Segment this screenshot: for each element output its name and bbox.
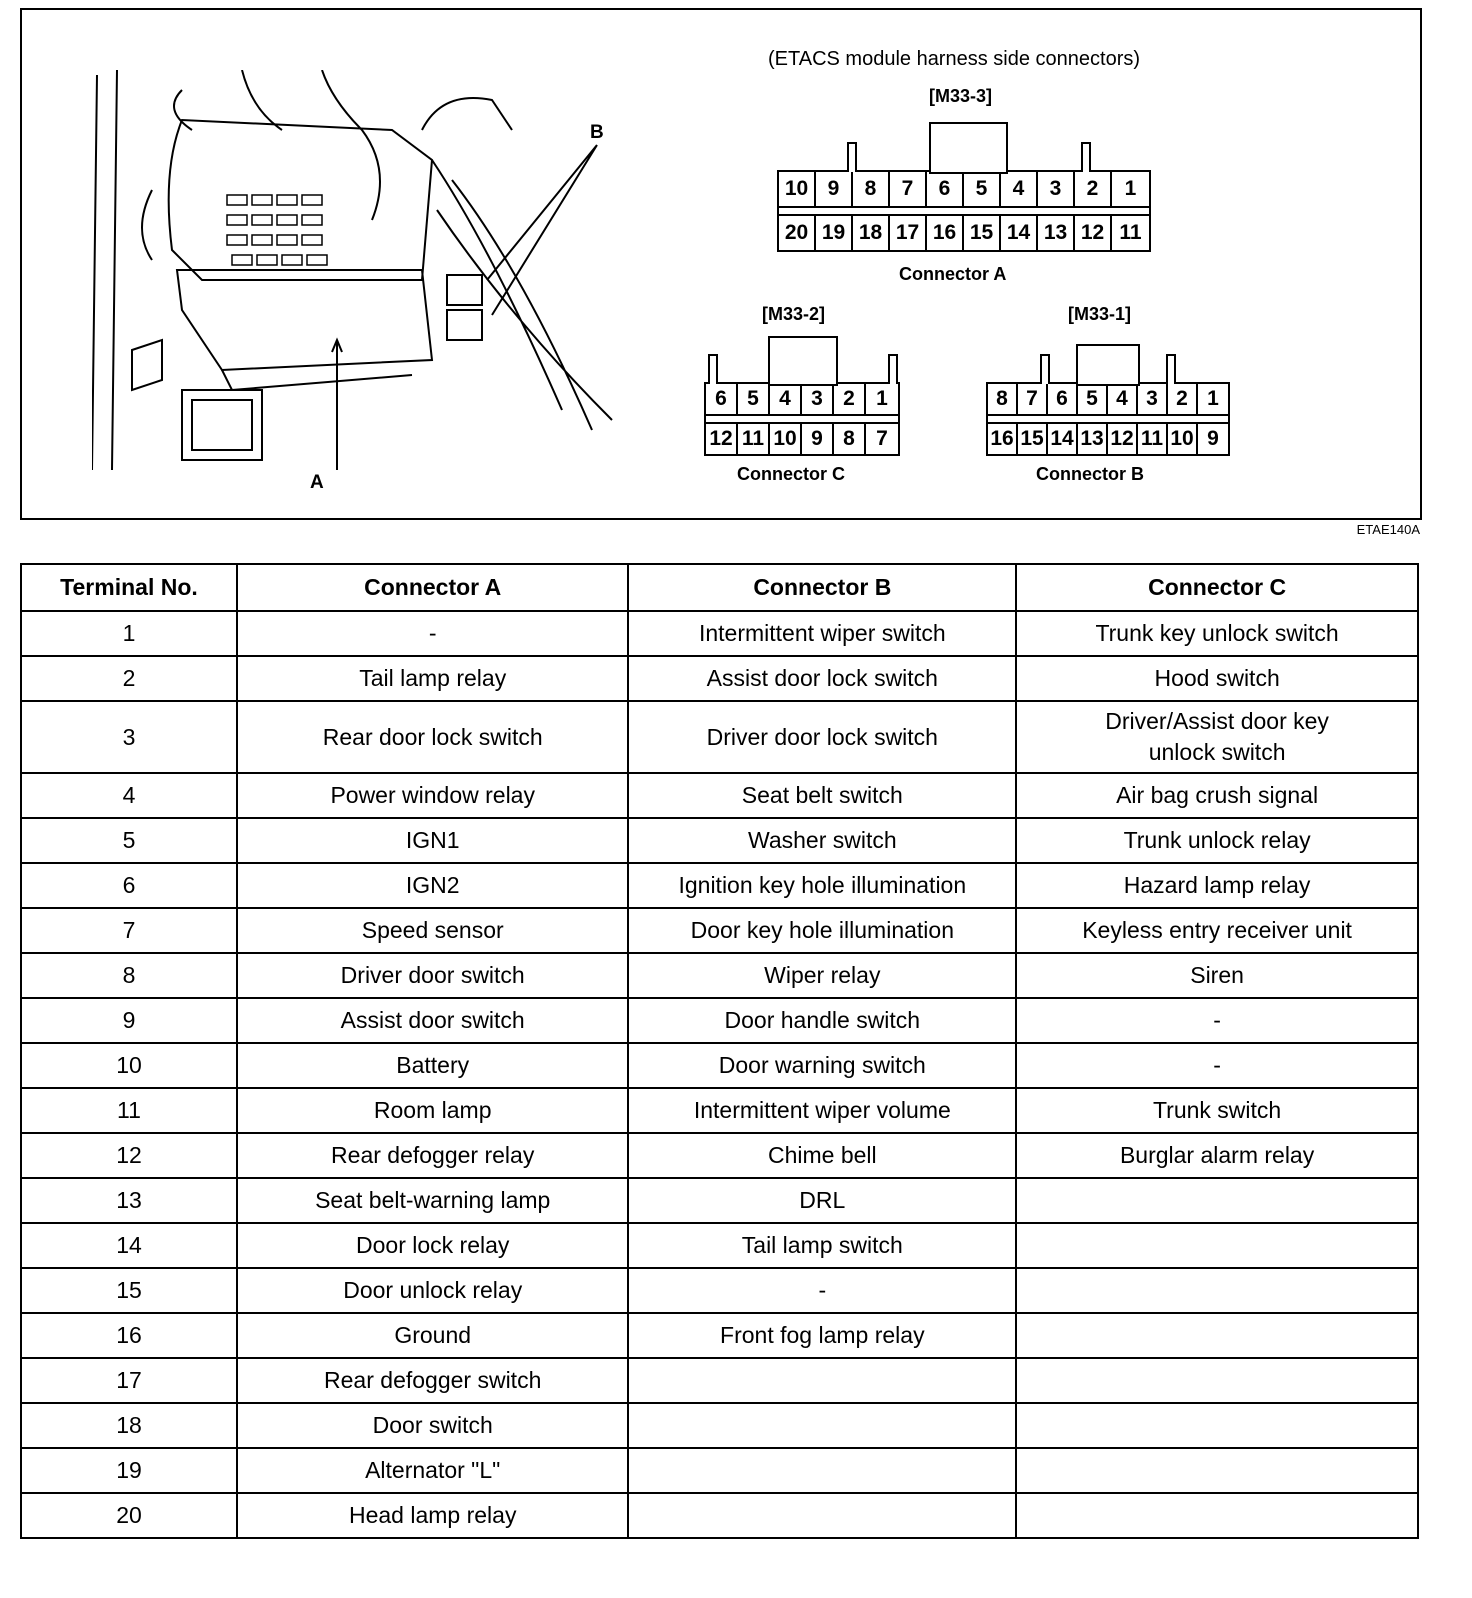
table-cell: Tail lamp switch [628,1223,1016,1268]
table-cell: - [1016,1043,1418,1088]
table-cell: DRL [628,1178,1016,1223]
connector-a-code: [M33-3] [929,86,993,106]
pin-cell: 14 [1001,216,1038,250]
table-row [21,701,1418,773]
table-cell: Intermittent wiper switch [628,611,1016,656]
table-cell: 18 [21,1403,237,1448]
connector-c-name: Connector C [737,464,845,484]
table-row [21,1133,1418,1178]
table-cell: 3 [21,701,237,773]
table-row [21,1313,1418,1358]
pin-cell: 20 [779,216,816,250]
table-cell [1016,1223,1418,1268]
pin-cell: 5 [738,384,770,414]
table-cell: 17 [21,1358,237,1403]
pin-cell: 8 [834,424,866,454]
table-row [21,1358,1418,1403]
connector-b-code: [M33-1] [1068,304,1132,324]
pin-cell: 3 [1138,384,1168,414]
table-cell [1016,1358,1418,1403]
table-cell: Room lamp [237,1088,628,1133]
pin-cell: 17 [890,216,927,250]
figure-code: ETAE140A [1356,522,1420,537]
table-cell [1016,1403,1418,1448]
pin-cell: 14 [1048,424,1078,454]
connector-latch [1076,344,1140,386]
table-cell: Door switch [237,1403,628,1448]
table-cell: Battery [237,1043,628,1088]
column-header: Connector A [237,564,628,611]
table-cell [1016,1448,1418,1493]
table-cell [1016,1268,1418,1313]
pin-cell: 1 [1124,177,1137,200]
table-row [21,1178,1418,1223]
table-cell: Siren [1016,953,1418,998]
figure-title: (ETACS module harness side connectors) [768,48,1141,70]
connector-a-body [777,170,1151,252]
pin-cell: 10 [779,172,816,206]
table-cell: Hood switch [1016,656,1418,701]
table-cell: Ground [237,1313,628,1358]
table-cell: Wiper relay [628,953,1016,998]
table-cell: Front fog lamp relay [628,1313,1016,1358]
connector-a-pin-row [779,172,1149,206]
pin-cell: 4 [770,384,802,414]
table-cell [1016,1313,1418,1358]
table-row [21,611,1418,656]
pin-cell: 2 [834,384,866,414]
column-header: Connector B [628,564,1016,611]
table-header-row [21,564,1418,611]
table-row [21,908,1418,953]
table-cell: 20 [21,1493,237,1538]
table-cell: Intermittent wiper volume [628,1088,1016,1133]
locking-post [1040,354,1050,384]
table-row [21,1493,1418,1538]
table-cell: 11 [21,1088,237,1133]
pin-cell: 13 [1038,216,1075,250]
pin-cell: 11 [1138,424,1168,454]
connector-c-pin-row [706,384,898,414]
table-cell: Driver/Assist door key unlock switch [1016,701,1418,773]
locking-post [1166,354,1176,384]
connector-latch [768,336,838,386]
table-cell: Assist door lock switch [628,656,1016,701]
column-header: Terminal No. [21,564,237,611]
locking-post [708,354,718,384]
pin-cell: 11 [1119,221,1142,244]
terminal-table [20,563,1419,1539]
table-cell [628,1358,1016,1403]
pin-cell: 11 [738,424,770,454]
table-cell: - [237,611,628,656]
pin-cell: 12 [706,424,738,454]
row-separator [988,414,1228,424]
table-cell: - [628,1268,1016,1313]
table-row [21,1043,1418,1088]
table-cell: 10 [21,1043,237,1088]
table-row [21,1088,1418,1133]
table-row [21,656,1418,701]
table-cell: Alternator "L" [237,1448,628,1493]
table-cell: Tail lamp relay [237,656,628,701]
table-cell: IGN2 [237,863,628,908]
pin-cell: 4 [1001,172,1038,206]
pin-cell: 13 [1078,424,1108,454]
table-cell: 5 [21,818,237,863]
row-separator [706,414,898,424]
pin-cell: 19 [816,216,853,250]
table-cell: 15 [21,1268,237,1313]
pin-cell: 6 [1048,384,1078,414]
table-cell: Driver door switch [237,953,628,998]
pin-cell: 7 [890,172,927,206]
pin-cell: 6 [706,384,738,414]
table-cell: Head lamp relay [237,1493,628,1538]
table-cell: 13 [21,1178,237,1223]
table-cell: Rear door lock switch [237,701,628,773]
pin-cell: 8 [988,384,1018,414]
table-row [21,1223,1418,1268]
table-cell [628,1403,1016,1448]
connector-c-body [704,382,900,456]
table-cell: - [1016,998,1418,1043]
pin-cell: 16 [927,216,964,250]
pin-cell: 8 [853,172,890,206]
table-cell: 8 [21,953,237,998]
table-cell: Assist door switch [237,998,628,1043]
table-cell: Driver door lock switch [628,701,1016,773]
table-cell [628,1448,1016,1493]
connector-c-pin-row [706,424,898,454]
table-cell: Door handle switch [628,998,1016,1043]
connector-b-pin-row [988,424,1228,454]
table-cell: 4 [21,773,237,818]
locking-post [888,354,898,384]
table-cell: Trunk switch [1016,1088,1418,1133]
table-row [21,1448,1418,1493]
table-cell: Seat belt switch [628,773,1016,818]
table-cell [1016,1493,1418,1538]
table-cell: Keyless entry receiver unit [1016,908,1418,953]
pin-cell: 9 [816,172,853,206]
table-cell: Power window relay [237,773,628,818]
fuse-box-illustration [92,70,652,480]
connector-latch [929,122,1008,174]
callout-a-label: A [310,472,324,493]
table-cell: Speed sensor [237,908,628,953]
table-cell [1016,1178,1418,1223]
table-cell: 9 [21,998,237,1043]
table-cell: 12 [21,1133,237,1178]
pin-cell: 3 [1038,172,1075,206]
table-cell: Door warning switch [628,1043,1016,1088]
pin-cell: 3 [802,384,834,414]
pin-cell: 6 [927,172,964,206]
connector-figure [20,8,1422,520]
pin-cell: 5 [964,172,1001,206]
table-cell: Door key hole illumination [628,908,1016,953]
table-cell: 6 [21,863,237,908]
pin-cell: 2 [1075,172,1112,206]
table-cell: 16 [21,1313,237,1358]
table-body [21,611,1418,1538]
table-row [21,818,1418,863]
pin-cell: 1 [1207,387,1219,410]
table-cell: 1 [21,611,237,656]
table-row [21,773,1418,818]
table-cell: Rear defogger relay [237,1133,628,1178]
pin-cell: 5 [1078,384,1108,414]
connector-a-pin-row [779,216,1149,250]
pin-cell: 7 [1018,384,1048,414]
table-cell: 19 [21,1448,237,1493]
callout-b-label: B [590,122,604,143]
pin-cell: 12 [1075,216,1112,250]
column-header: Connector C [1016,564,1418,611]
pin-cell: 7 [876,427,888,450]
connector-b-name: Connector B [1036,464,1144,484]
pin-cell: 10 [1168,424,1198,454]
pin-cell: 12 [1108,424,1138,454]
connector-a-name: Connector A [899,264,1007,284]
pin-cell: 4 [1108,384,1138,414]
connector-b-pin-row [988,384,1228,414]
table-row [21,1268,1418,1313]
table-cell: Hazard lamp relay [1016,863,1418,908]
connector-b-body [986,382,1230,456]
table-cell: Chime bell [628,1133,1016,1178]
table-cell: Burglar alarm relay [1016,1133,1418,1178]
pin-cell: 2 [1168,384,1198,414]
table-row [21,953,1418,998]
table-cell: IGN1 [237,818,628,863]
table-row [21,998,1418,1043]
pin-cell: 1 [876,387,888,410]
table-row [21,863,1418,908]
pin-cell: 9 [802,424,834,454]
pin-cell: 15 [964,216,1001,250]
table-cell: 2 [21,656,237,701]
pin-cell: 10 [770,424,802,454]
locking-post [1081,142,1091,172]
table-cell: 7 [21,908,237,953]
pin-cell: 16 [988,424,1018,454]
table-cell: Trunk key unlock switch [1016,611,1418,656]
table-cell: Ignition key hole illumination [628,863,1016,908]
connector-c-code: [M33-2] [762,304,826,324]
pin-cell: 9 [1207,427,1219,450]
locking-post [847,142,857,172]
table-cell: Seat belt-warning lamp [237,1178,628,1223]
pin-cell: 15 [1018,424,1048,454]
table-cell: Air bag crush signal [1016,773,1418,818]
table-cell: Door unlock relay [237,1268,628,1313]
table-row [21,1403,1418,1448]
table-cell: Rear defogger switch [237,1358,628,1403]
table-cell: Washer switch [628,818,1016,863]
table-cell: Trunk unlock relay [1016,818,1418,863]
pin-cell: 18 [853,216,890,250]
table-cell: 14 [21,1223,237,1268]
table-cell [628,1493,1016,1538]
table-cell: Door lock relay [237,1223,628,1268]
row-separator [779,206,1149,216]
